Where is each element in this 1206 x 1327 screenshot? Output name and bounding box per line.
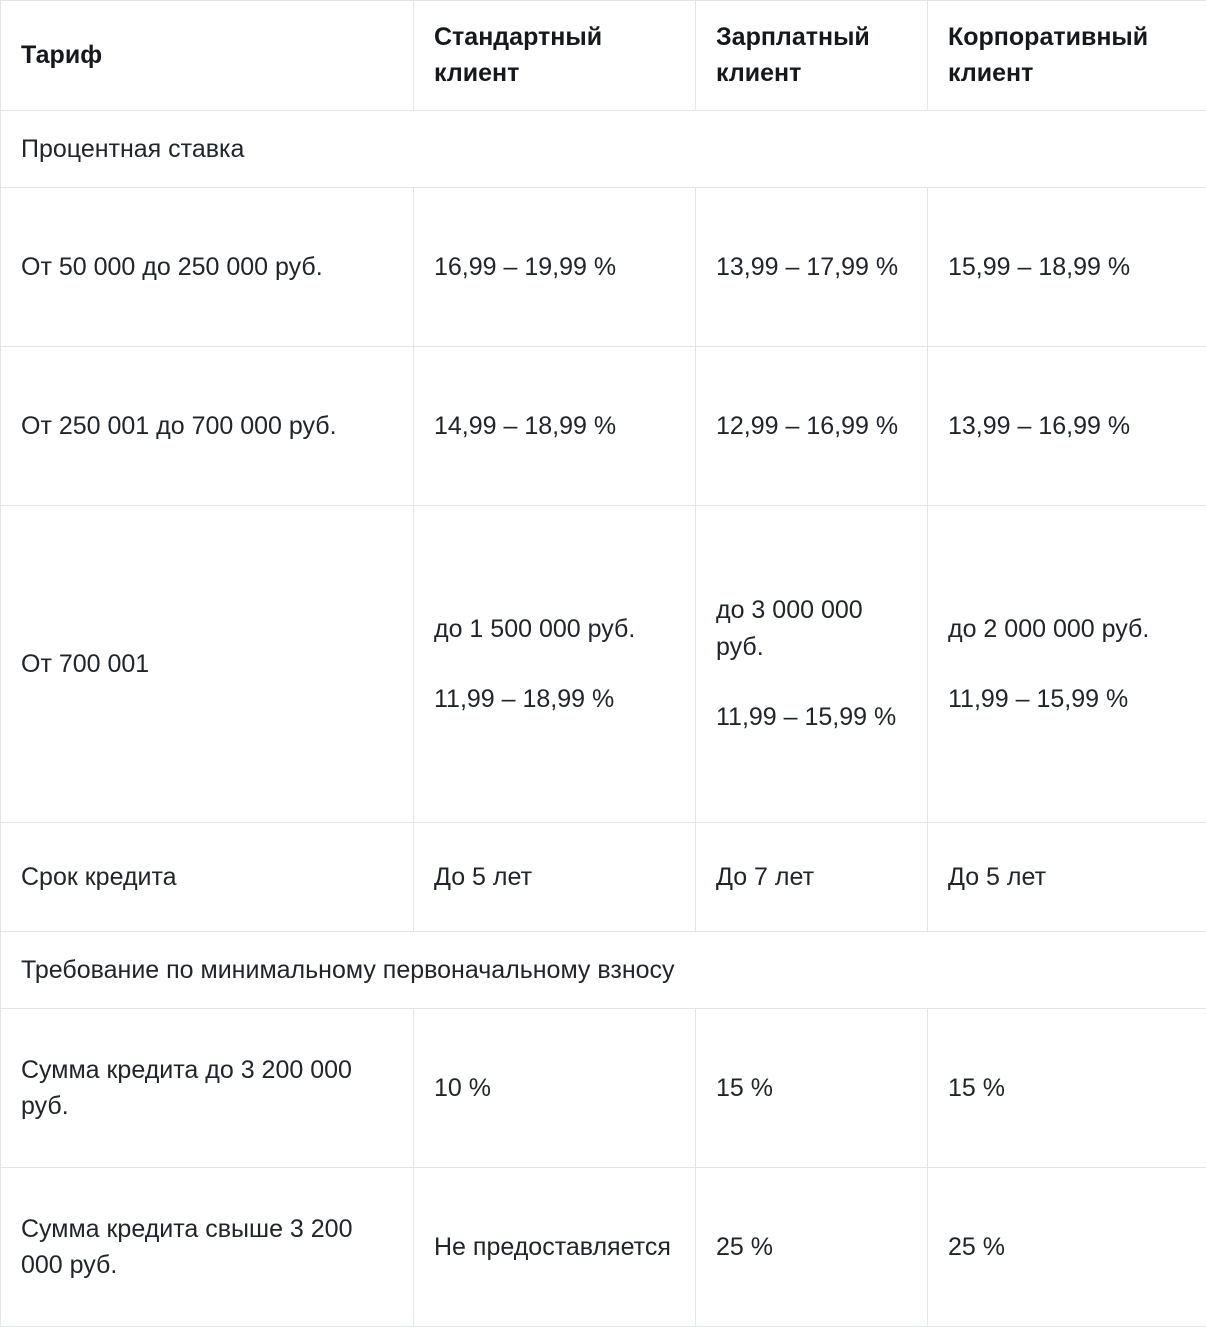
- cell-salary-rate: 11,99 – 15,99 %: [716, 699, 907, 735]
- cell-salary-down-payment-up-to: 15 %: [696, 1009, 928, 1168]
- cell-corporate-credit-term: До 5 лет: [928, 822, 1206, 931]
- row-label-rate-50k-250k: От 50 000 до 250 000 руб.: [1, 187, 414, 346]
- row-label-amount-up-to-3200000: Сумма кредита до 3 200 000 руб.: [1, 1009, 414, 1168]
- table-row: [1, 1009, 1206, 1168]
- cell-corporate-down-payment-up-to: 15 %: [928, 1009, 1206, 1168]
- cell-standard-amount: до 1 500 000 руб.: [434, 611, 675, 647]
- cell-salary-amount: до 3 000 000 руб.: [716, 592, 907, 665]
- cell-corporate-amount: до 2 000 000 руб.: [948, 611, 1186, 647]
- table-row: [1, 187, 1206, 346]
- table-row: [1, 505, 1206, 822]
- cell-salary-rate-250k-700k: 12,99 – 16,99 %: [696, 346, 928, 505]
- table-row: [1, 1168, 1206, 1327]
- cell-standard-rate: 11,99 – 18,99 %: [434, 681, 675, 717]
- cell-standard-rate-from-700k: [414, 505, 696, 822]
- cell-standard-credit-term: До 5 лет: [414, 822, 696, 931]
- section-row-down-payment: [1, 931, 1206, 1008]
- column-header-corporate-client: Корпоративный клиент: [928, 1, 1206, 111]
- cell-corporate-rate-50k-250k: 15,99 – 18,99 %: [928, 187, 1206, 346]
- cell-corporate-rate: 11,99 – 15,99 %: [948, 681, 1186, 717]
- cell-standard-down-payment-up-to: 10 %: [414, 1009, 696, 1168]
- column-header-tariff: Тариф: [1, 1, 414, 111]
- cell-corporate-rate-from-700k: [928, 505, 1206, 822]
- column-header-standard-client: Стандартный клиент: [414, 1, 696, 111]
- table-header-row: [1, 1, 1206, 111]
- cell-salary-credit-term: До 7 лет: [696, 822, 928, 931]
- cell-corporate-rate-250k-700k: 13,99 – 16,99 %: [928, 346, 1206, 505]
- section-row-interest-rate: [1, 110, 1206, 187]
- cell-salary-rate-50k-250k: 13,99 – 17,99 %: [696, 187, 928, 346]
- cell-standard-rate-250k-700k: 14,99 – 18,99 %: [414, 346, 696, 505]
- row-label-amount-over-3200000: Сумма кредита свыше 3 200 000 руб.: [1, 1168, 414, 1327]
- table-body: [1, 110, 1206, 1327]
- row-label-rate-from-700k: От 700 001: [1, 505, 414, 822]
- cell-corporate-down-payment-over: 25 %: [928, 1168, 1206, 1327]
- section-title-interest-rate: Процентная ставка: [1, 110, 1206, 187]
- table-header: [1, 1, 1206, 111]
- cell-standard-down-payment-over: Не предоставляется: [414, 1168, 696, 1327]
- cell-standard-rate-50k-250k: 16,99 – 19,99 %: [414, 187, 696, 346]
- cell-salary-rate-from-700k: [696, 505, 928, 822]
- column-header-salary-client: Зарплатный клиент: [696, 1, 928, 111]
- cell-salary-down-payment-over: 25 %: [696, 1168, 928, 1327]
- table-row: [1, 822, 1206, 931]
- table-row: [1, 346, 1206, 505]
- row-label-credit-term: Срок кредита: [1, 822, 414, 931]
- row-label-rate-250k-700k: От 250 001 до 700 000 руб.: [1, 346, 414, 505]
- section-title-down-payment: Требование по минимальному первоначальному взносу: [1, 931, 1206, 1008]
